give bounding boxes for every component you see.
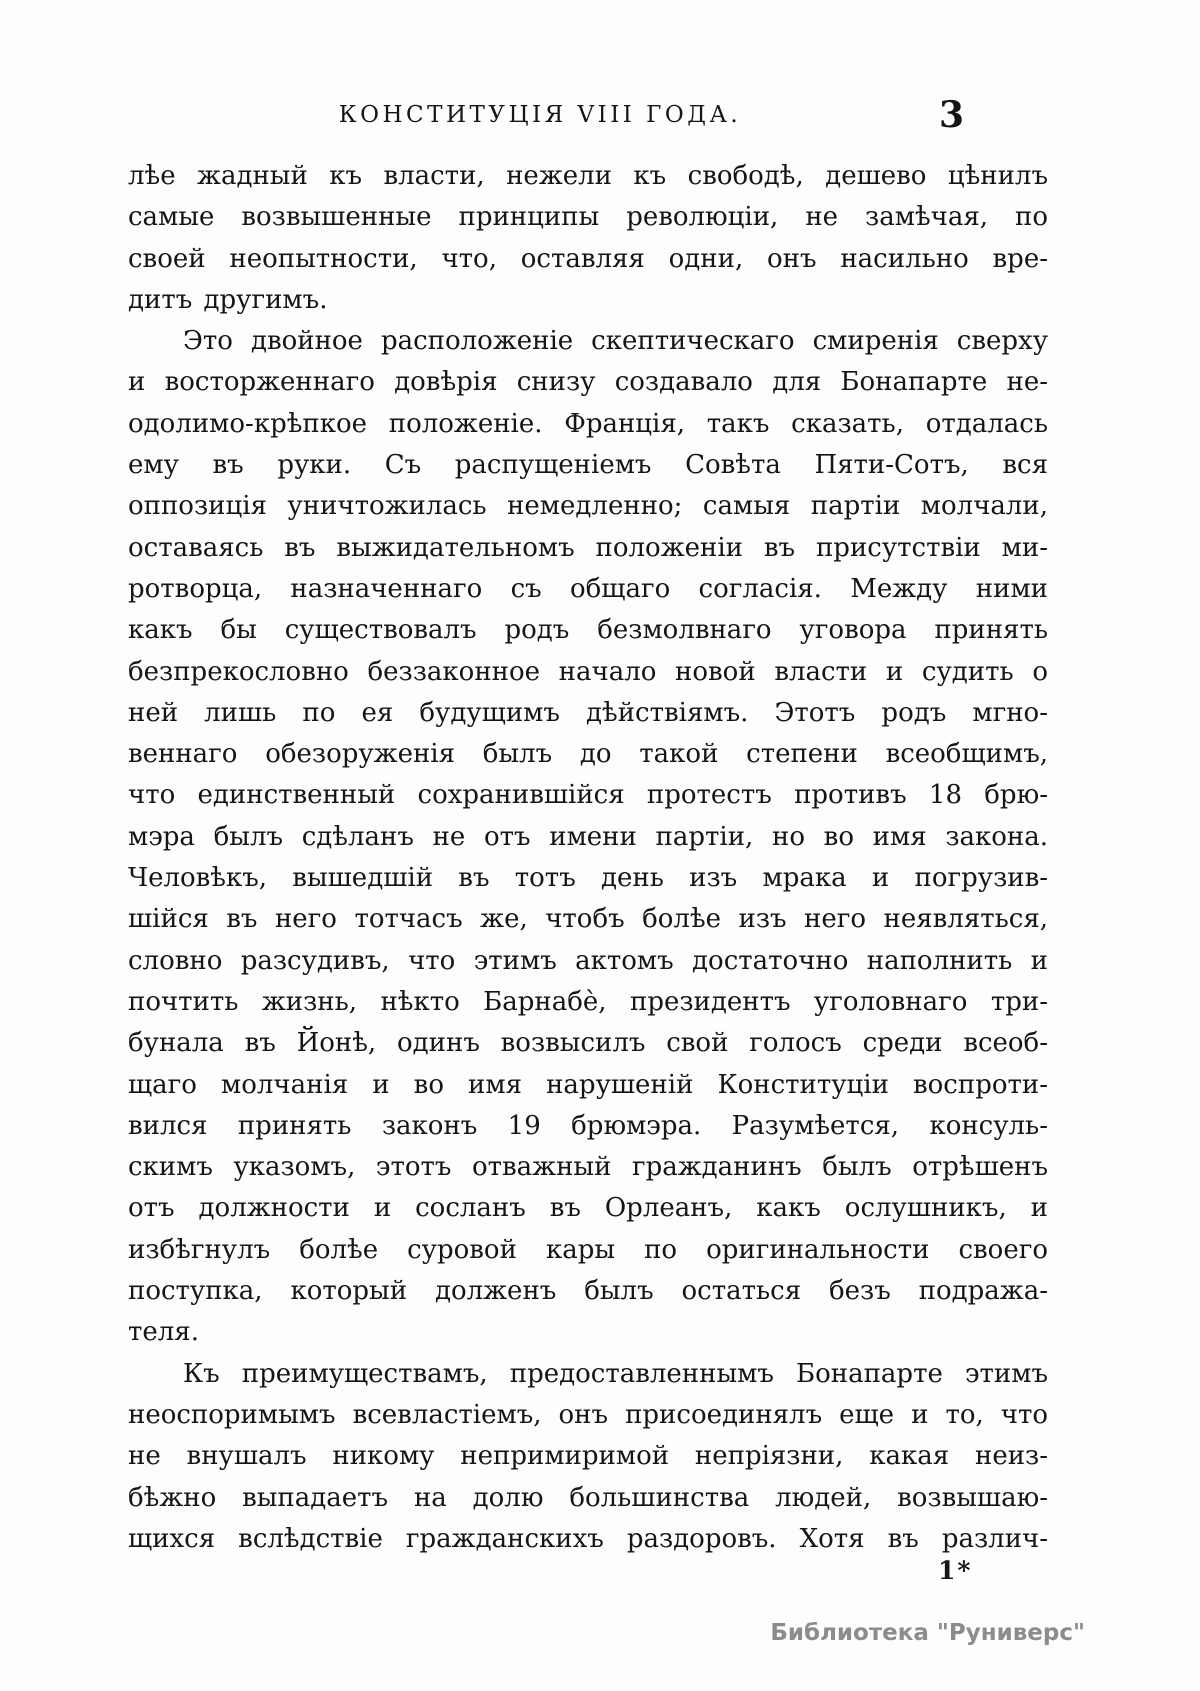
text-line: щаго молчанія и во имя нарушеній Конституціи воспроти- <box>128 1069 1048 1100</box>
text-line: Человѣкъ, вышедшій въ тотъ день изъ мрака и погрузив- <box>128 863 1048 894</box>
text-line: избѣгнулъ болѣе суровой кары по оригинальности своего <box>128 1234 1048 1265</box>
library-watermark: Библиотека "Руниверс" <box>770 1620 1085 1646</box>
text-line: теля. <box>128 1317 199 1348</box>
text-line: почтить жизнь, нѣкто Барнабѐ, президентъ уголовнаго три- <box>128 986 1048 1017</box>
text-line: не внушалъ никому непримиримой непріязни, какая неиз- <box>128 1441 1048 1472</box>
paragraph-2 <box>128 321 1048 1353</box>
text-line: ему въ руки. Съ распущеніемъ Совѣта Пяти-Сотъ, вся <box>128 450 1048 481</box>
text-line: дитъ другимъ. <box>128 284 328 315</box>
text-line: своей неопытности, что, оставляя одни, онъ насильно вре- <box>128 243 1048 274</box>
text-line: отъ должности и сосланъ въ Орлеанъ, какъ ослушникъ, и <box>128 1193 1048 1224</box>
text-line: лѣе жадный къ власти, нежели къ свободѣ, дешево цѣнилъ <box>128 161 1048 191</box>
text-line: неоспоримымъ всевластіемъ, онъ присоединялъ еще и то, что <box>128 1399 1048 1430</box>
text-block <box>128 156 1048 1560</box>
text-line: ротворца, назначеннаго съ общаго согласія. Между ними <box>128 573 1048 604</box>
text-line: поступка, который долженъ былъ остаться безъ подража- <box>128 1276 1048 1307</box>
text-line: бѣжно выпадаетъ на долю большинства людей, возвышаю- <box>128 1482 1048 1513</box>
text-line: мэра былъ сдѣланъ не отъ имени партіи, но во имя закона. <box>128 821 1048 852</box>
text-line: одолимо-крѣпкое положеніе. Франція, такъ сказать, отдалась <box>128 408 1048 439</box>
text-line: словно разсудивъ, что этимъ актомъ достаточно наполнить и <box>128 945 1048 976</box>
text-line: веннаго обезоруженія былъ до такой степени всеобщимъ, <box>128 739 1048 770</box>
text-line: Это двойное расположеніе скептическаго смиренія сверху <box>183 326 1048 357</box>
text-line: скимъ указомъ, этотъ отважный гражданинъ былъ отрѣшенъ <box>128 1152 1048 1183</box>
page-number: 3 <box>938 94 964 136</box>
paragraph-3 <box>128 1354 1048 1560</box>
paragraph-1 <box>128 156 1048 321</box>
text-line: вился принять законъ 19 брюмэра. Разумѣется, консуль- <box>128 1110 1048 1141</box>
chapter-title: КОНСТИТУЦІЯ VIII ГОДА. <box>338 102 742 128</box>
text-line: безпрекословно беззаконное начало новой власти и судить о <box>128 656 1048 687</box>
text-line: бунала въ Йонѣ, одинъ возвысилъ свой голосъ среди всеоб- <box>128 1028 1048 1059</box>
text-line: щихся вслѣдствіе гражданскихъ раздоровъ. Хотя въ различ- <box>128 1523 1048 1554</box>
signature-mark: 1* <box>938 1556 973 1585</box>
text-line: и восторженнаго довѣрія снизу создавало для Бонапарте не- <box>128 367 1048 398</box>
text-line: самые возвышенные принципы революціи, не замѣчая, по <box>128 202 1048 233</box>
text-line: Къ преимуществамъ, предоставленнымъ Бонапарте этимъ <box>183 1358 1048 1389</box>
text-line: что единственный сохранившійся протестъ противъ 18 брю- <box>128 780 1048 811</box>
text-line: шійся въ него тотчасъ же, чтобъ болѣе изъ него неявляться, <box>128 904 1048 935</box>
text-line: ней лишь по ея будущимъ дѣйствіямъ. Этотъ родъ мгно- <box>128 697 1048 728</box>
text-line: оппозиція уничтожилась немедленно; самыя партіи молчали, <box>128 491 1048 522</box>
text-line: какъ бы существовалъ родъ безмолвнаго уговора принять <box>128 615 1048 646</box>
text-line: оставаясь въ выжидательномъ положеніи въ присутствіи ми- <box>128 532 1048 563</box>
running-head <box>128 94 1048 142</box>
